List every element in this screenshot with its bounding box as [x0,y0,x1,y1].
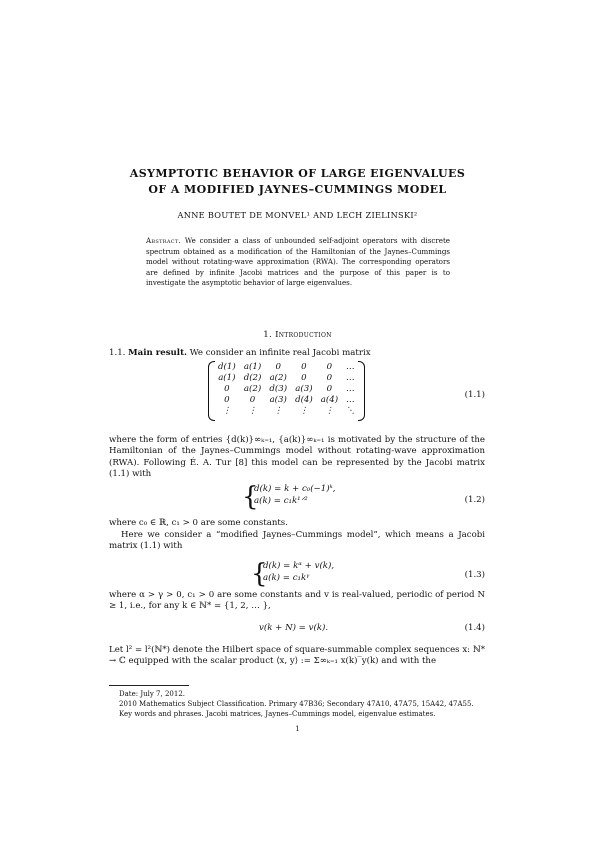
matrix-cell: 0 [275,361,281,372]
matrix-cell: 0 [301,372,307,383]
footnote-date: Date: July 7, 2012. [119,690,186,698]
matrix-cell: ⋮ [248,405,257,416]
matrix-cell: ⋮ [222,405,232,416]
jacobi-matrix [214,361,359,416]
matrix-cell: ⋮ [325,405,334,416]
matrix-cell: … [346,394,355,405]
matrix-cell: 0 [249,394,256,405]
matrix-row [214,383,359,394]
abstract-label: Abstract. [146,236,182,245]
paragraph-3: Here we consider a “modified Jaynes–Cummings model”, which means a Jacobi matrix (1.1) with [109,530,485,552]
eq-1-2-line-1: d(k) = k + c₀(−1)ᵏ, [254,484,336,494]
matrix-row [214,361,359,372]
matrix-cell: d(1) [218,361,236,372]
matrix-cell: 0 [326,372,333,383]
right-paren [358,361,365,421]
matrix-cell: a(4) [320,394,339,405]
matrix-cell: d(3) [269,383,288,394]
matrix-cell: a(3) [295,383,313,394]
equation-1-2 [242,482,336,512]
matrix-cell: a(2) [269,372,287,383]
matrix-cell: 0 [326,361,333,372]
matrix-cell: 0 [301,361,307,372]
matrix-cell: d(4) [295,394,313,405]
matrix-cell: ⋮ [299,405,309,416]
equation-1-3 [251,559,335,589]
brace: { [251,559,268,589]
paragraph-5: Let l² = l²(ℕ*) denote the Hilbert space of square-summable complex sequences x: ℕ* → ℂ equipped with the scalar product ⟨x, y⟩ := Σ∞ₖ₌₁ x(k)‾y(k) and with the [109,645,485,667]
eq-number-1-1: (1.1) [464,390,485,400]
matrix-cell: ⋮ [273,405,283,416]
matrix-cell: 0 [224,394,230,405]
eq-number-1-3: (1.3) [464,570,485,580]
left-paren [208,361,215,421]
footnote-msc: 2010 Mathematics Subject Classification. Primary 47B36; Secondary 47A10, 47A75, 15A42, 47A55. [119,700,474,708]
matrix-cell: a(2) [243,383,262,394]
paragraph-2: where c₀ ∈ ℝ, c₁ > 0 are some constants. [109,518,288,528]
eq-number-1-4: (1.4) [464,623,485,633]
footnote-keywords: Key words and phrases. Jacobi matrices, Jaynes–Cummings model, eigenvalue estimates. [119,710,436,718]
paragraph-1: where the form of entries {d(k)}∞ₖ₌₁, {a(k)}∞ₖ₌₁ is motivated by the structure of the Hamiltonian of the Jaynes–Cummings model without rotating-wave approximation (RWA). Following É. A. Tur [8] this model can be represented by the Jacobi matrix (1.1) with [109,435,485,480]
subsection-number: 1.1. [109,348,126,358]
eq-1-2-line-2: a(k) = c₁k¹ᐟ² [254,495,308,506]
eq-1-3-line-1: d(k) = kᵅ + v(k), [263,561,335,571]
matrix-cell: 0 [224,383,230,394]
subsection-text: We consider an infinite real Jacobi matrix [189,348,371,358]
matrix-cell: a(1) [243,361,262,372]
matrix-row [214,394,359,405]
title-line-2: OF A MODIFIED JAYNES–CUMMINGS MODEL [148,183,447,196]
abstract [146,236,450,289]
brace: { [242,482,259,512]
authors: ANNE BOUTET DE MONVEL¹ AND LECH ZIELINSKI² [177,210,418,220]
footnote-rule [109,685,189,686]
abstract-text: We consider a class of unbounded self-adjoint operators with discrete spectrum obtained as a modification of the Hamiltonian of the Jaynes–Cummings model without rotating-wave approximation (RWA). The corresponding operators are defined by infinite Jacobi matrices and the purpose of this paper is to investigate the asymptotic behavior of large eigenvalues. [146,236,450,288]
paper-title [0,166,595,198]
section-heading: 1. Introduction [263,330,332,340]
matrix-cell: ⋱ [346,405,355,416]
title-line-1: ASYMPTOTIC BEHAVIOR OF LARGE EIGENVALUES [129,167,466,180]
eq-number-1-2: (1.2) [464,495,485,505]
matrix-row [214,405,359,416]
subsection-intro [109,348,485,359]
matrix-cell: 0 [326,383,333,394]
matrix-cell: … [346,361,355,372]
matrix-cell: a(1) [218,372,236,383]
matrix-cell: … [346,372,355,383]
subsection-title: Main result. [128,348,188,358]
matrix-row [214,372,359,383]
paragraph-4: where α > γ > 0, c₁ > 0 are some constants and v is real-valued, periodic of period N ≥ 1, i.e., for any k ∈ ℕ* = {1, 2, … }, [109,590,485,612]
page-number: 1 [295,725,300,733]
matrix-cell: … [346,383,355,394]
equation-1-4: v(k + N) = v(k). [259,623,329,633]
eq-1-3-line-2: a(k) = c₁kᵞ [263,572,310,583]
matrix-cell: a(3) [269,394,287,405]
matrix-cell: d(2) [243,372,262,383]
